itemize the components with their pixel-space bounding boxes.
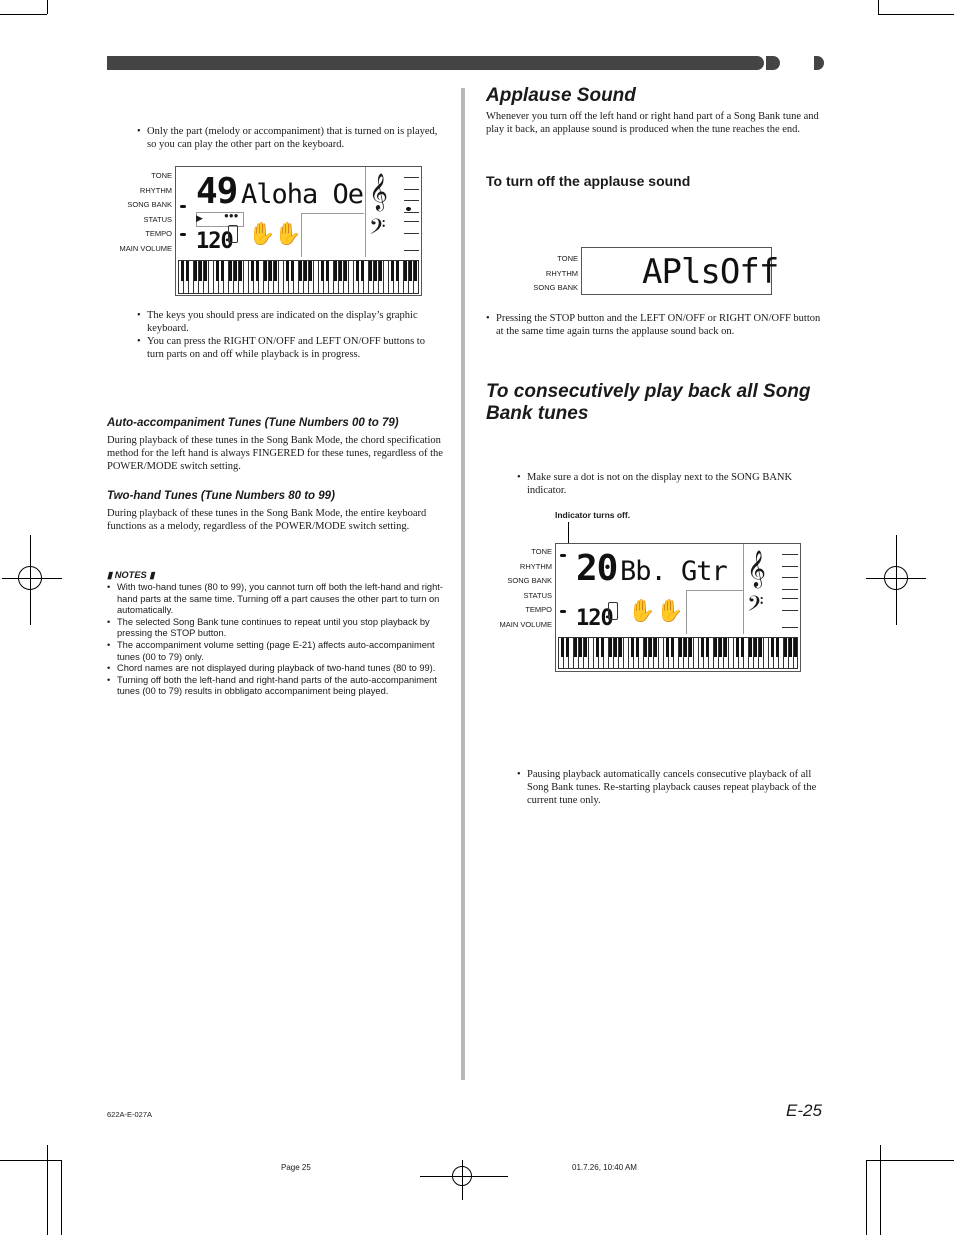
list-item: • The keys you should press are indicated on the display’s graphic keyboard. bbox=[137, 309, 443, 335]
metronome-icon bbox=[608, 602, 618, 620]
list-item: • With two-hand tunes (80 to 99), you cannot turn off both the left-hand and right-hand parts at the same time. Turning off a part causes the other part to turn on automatically. bbox=[107, 582, 443, 617]
auto-accompaniment-text: During playback of these tunes in the Song Bank Mode, the chord specification method for the left hand is always FINGERED for these tunes, regardless of the POWER/MODE switch setting. bbox=[107, 435, 443, 472]
right-hand-icon: ✋ bbox=[656, 598, 684, 623]
song-name: Aloha Oe bbox=[241, 179, 364, 210]
list-item: • Only the part (melody or accompaniment) that is turned on is played, so you can play the other part on the keyboard. bbox=[137, 125, 443, 151]
treble-clef-icon: 𝄞 bbox=[369, 173, 388, 209]
notes-list bbox=[107, 582, 443, 698]
list-item: • The selected Song Bank tune continues to repeat until you stop playback by pressing the STOP button. bbox=[107, 617, 443, 640]
applause-heading: Applause Sound bbox=[486, 85, 636, 106]
song-name: Bb. Gtr bbox=[620, 556, 727, 587]
staff-area bbox=[365, 167, 422, 257]
lcd-display-1: 49 Aloha Oe ▶ ●●● 120 ✋ ✋ 𝄞 𝄢 bbox=[175, 166, 422, 296]
timestamp: 01.7.26, 10:40 AM bbox=[572, 1163, 637, 1172]
graphic-keyboard bbox=[178, 260, 419, 294]
list-item: • The accompaniment volume setting (page E-21) affects auto-accompaniment tunes (00 to 79) only. bbox=[107, 640, 443, 663]
two-hand-text: During playback of these tunes in the Song Bank Mode, the entire keyboard functions as a melody, regardless of the POWER/MODE switch setting. bbox=[107, 508, 427, 532]
list-item: • Make sure a dot is not on the display next to the SONG BANK indicator. bbox=[517, 471, 823, 497]
bass-clef-icon: 𝄢 bbox=[747, 592, 764, 621]
staff-area bbox=[743, 544, 801, 634]
header-band bbox=[107, 56, 752, 70]
display2-labels: TONE RHYTHM SONG BANK bbox=[533, 254, 578, 292]
header-tab-1 bbox=[752, 56, 764, 70]
list-item: • Pausing playback automatically cancels consecutive playback of all Song Bank tunes. Re-starting playback causes repeat playback of the current tune only. bbox=[517, 768, 823, 807]
applause-off-readout: APlsOff bbox=[642, 252, 779, 292]
bass-clef-icon: 𝄢 bbox=[369, 215, 386, 244]
indicator-caption: Indicator turns off. bbox=[555, 510, 631, 520]
page-label: Page 25 bbox=[281, 1163, 311, 1172]
auto-accompaniment-heading: Auto-accompaniment Tunes (Tune Numbers 00 to 79) bbox=[107, 417, 399, 429]
list-item: • Turning off both the left-hand and right-hand parts of the auto-accompaniment tunes (00 to 79) results in obbligato accompaniment being played. bbox=[107, 675, 443, 698]
document-code: 622A-E-027A bbox=[107, 1110, 153, 1119]
applause-text: Whenever you turn off the left hand or right hand part of a Song Bank tune and play it back, an applause sound is produced when the tune reaches the end. bbox=[486, 111, 819, 135]
list-item: • Chord names are not displayed during playback of two-hand tunes (80 to 99). bbox=[107, 663, 443, 675]
bullet-list-2 bbox=[137, 309, 443, 361]
header-tab-2 bbox=[766, 56, 780, 70]
metronome-icon bbox=[228, 225, 238, 243]
lcd-display-3 bbox=[555, 543, 801, 672]
notes-heading: ▮ NOTES ▮ bbox=[107, 570, 155, 580]
lcd-display-2 bbox=[581, 247, 779, 295]
header-tab-3 bbox=[814, 56, 824, 70]
applause-bullet bbox=[486, 312, 822, 338]
left-hand-icon: ✋ bbox=[248, 221, 276, 246]
page-number: E-25 bbox=[786, 1101, 822, 1120]
bullet-list-1 bbox=[137, 125, 443, 151]
treble-clef-icon: 𝄞 bbox=[747, 550, 766, 586]
song-number: 20 bbox=[576, 548, 618, 589]
consecutive-heading: To consecutively play back all Song Bank tunes bbox=[486, 381, 811, 424]
pause-bullet bbox=[517, 768, 823, 807]
list-item: • You can press the RIGHT ON/OFF and LEFT ON/OFF buttons to turn parts on and off while playback is in progress. bbox=[137, 335, 443, 361]
list-item: • Pressing the STOP button and the LEFT ON/OFF or RIGHT ON/OFF button at the same time again turns the applause sound back on. bbox=[486, 312, 822, 338]
tempo-value: 120 bbox=[576, 606, 613, 631]
column-divider bbox=[461, 88, 465, 1080]
turn-off-heading: To turn off the applause sound bbox=[486, 173, 691, 189]
song-number: 49 bbox=[196, 171, 238, 212]
display1-labels: TONE RHYTHM SONG BANK STATUS TEMPO MAIN VOLUME bbox=[119, 171, 172, 253]
consecutive-bullet bbox=[517, 471, 823, 497]
graphic-keyboard bbox=[558, 637, 798, 669]
right-hand-icon: ✋ bbox=[274, 221, 302, 246]
left-hand-icon: ✋ bbox=[628, 598, 656, 623]
two-hand-heading: Two-hand Tunes (Tune Numbers 80 to 99) bbox=[107, 490, 335, 502]
tempo-value: 120 bbox=[196, 229, 233, 254]
display3-labels: TONE RHYTHM SONG BANK STATUS TEMPO MAIN VOLUME bbox=[499, 547, 552, 629]
